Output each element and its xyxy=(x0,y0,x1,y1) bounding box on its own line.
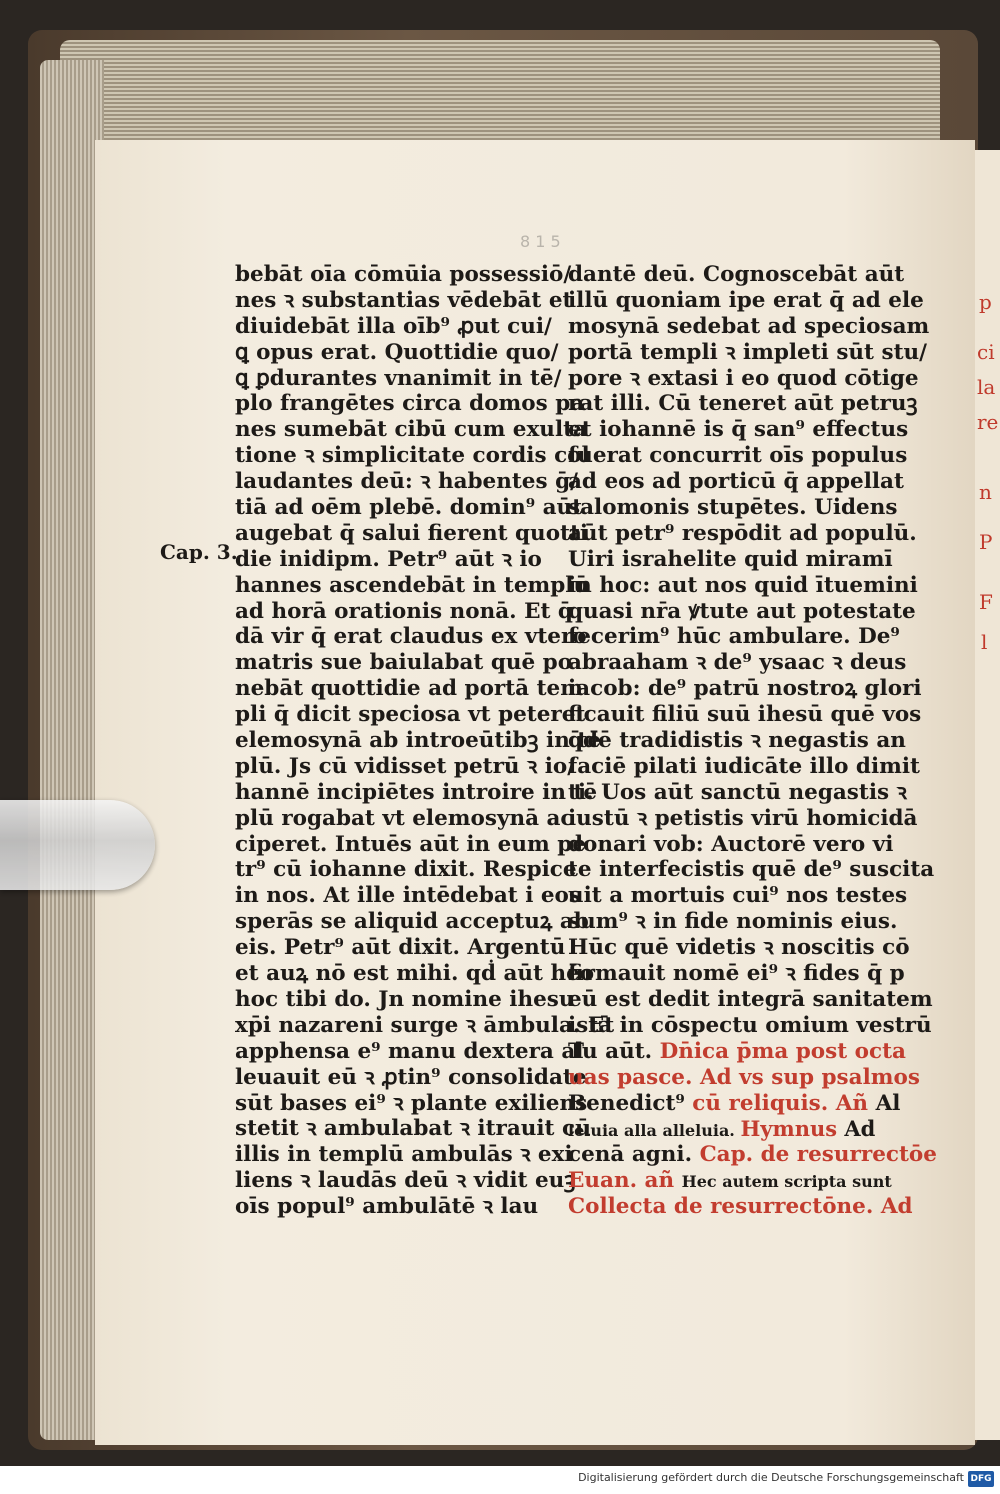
text-line: nes sumebāt cibū cum exulta xyxy=(235,417,587,443)
text-line: diuidebāt illa oīb⁹ ꝓut cui/ xyxy=(235,313,552,339)
text-line: q̄dē tradidistis ꝛ negastis an xyxy=(568,728,906,754)
dfg-logo: DFG xyxy=(968,1471,994,1487)
text-line: ad eos ad porticū q̄ appellat xyxy=(568,469,904,495)
text-line: istā in cōspectu omium vestrū xyxy=(568,1012,932,1038)
text-column-right xyxy=(568,262,937,1220)
text-line: ti. Uos aūt sanctū negastis ꝛ xyxy=(568,779,907,805)
text-line: augebat q̄ salui fierent quotti xyxy=(235,520,589,546)
text-line: oīs popul⁹ ambulātē ꝛ lau xyxy=(235,1194,539,1220)
text-line: sum⁹ ꝛ in fide nominis eius. xyxy=(568,909,898,935)
text-line: et iohannē is q̄ san⁹ effectus xyxy=(568,417,909,443)
text-line: fecerim⁹ hūc ambulare. De⁹ xyxy=(568,624,900,650)
text-line: xp̄i nazareni surge ꝛ āmbula. Et xyxy=(235,1012,615,1038)
text-line: illis in templū ambulās ꝛ exi xyxy=(235,1142,573,1168)
text-line: faciē pilati iudicāte illo dimit xyxy=(568,753,920,779)
text-line: et auꝝ nō est mihi. qḋ aūt hēo xyxy=(235,961,595,987)
text-line: leluia alla alleluia. Hymnus Ad xyxy=(568,1116,876,1142)
page-holder-clip xyxy=(0,800,155,890)
facing-fragment: ci xyxy=(977,340,995,364)
text-line: Benedict⁹ cū reliquis. Añ Al xyxy=(568,1090,901,1116)
text-line: in hoc: aut nos quid ītuemini xyxy=(568,572,918,598)
footer-credit-bar xyxy=(0,1466,1000,1494)
text-line: Tu aūt. Dn̄ica p̄ma post octa xyxy=(568,1038,906,1064)
text-line: tione ꝛ simplicitate cordis col xyxy=(235,443,590,469)
text-line: tiā ad oēm plebē. domin⁹ aūt xyxy=(235,495,583,521)
text-line: aūt petr⁹ respōdit ad populū. xyxy=(568,520,917,546)
text-line: illū quoniam ipe erat q̄ ad ele xyxy=(568,287,924,313)
rubric-line: uas pasce. Ad vs sup psalmos xyxy=(568,1064,920,1090)
marginal-chapter-note: Cap. 3. xyxy=(160,540,238,564)
text-line: dantē deū. Cognoscebāt aūt xyxy=(568,262,905,287)
text-line: abraaham ꝛ de⁹ ysaac ꝛ deus xyxy=(568,650,907,676)
text-line: nebāt quottidie ad portā tem xyxy=(235,676,583,702)
text-line: iacob: de⁹ patrū nostroꝝ glori xyxy=(568,676,922,702)
text-line: nes ꝛ substantias vēdebāt et xyxy=(235,287,573,313)
text-line: ciperet. Intuēs aūt in eum pe xyxy=(235,831,586,857)
text-line: bebāt oīa cōmūia possessiō/ xyxy=(235,262,572,287)
facing-fragment: P xyxy=(979,530,993,554)
text-line: Hūc quē videtis ꝛ noscitis cō xyxy=(568,935,910,961)
text-line: uit a mortuis cui⁹ nos testes xyxy=(568,883,908,909)
text-line: matris sue baiulabat quē po xyxy=(235,650,573,676)
text-line: in nos. At ille intēdebat i eos xyxy=(235,883,581,909)
facing-fragment: n xyxy=(979,480,992,504)
text-line: tr⁹ cū iohanne dixit. Respice xyxy=(235,857,577,883)
facing-fragment: l xyxy=(981,630,988,654)
text-line: laudantes deū: ꝛ habentes ḡ/ xyxy=(235,469,578,495)
text-line: ꝗ ꝑdurantes vnanimit in tē/ xyxy=(235,365,562,391)
rubric-line: Collecta de resurrectōne. Ad xyxy=(568,1194,913,1220)
page-block-top-edge xyxy=(60,40,940,150)
text-line: leuauit eū ꝛ ꝓtin⁹ consolidate xyxy=(235,1064,587,1090)
text-line: fuerat concurrit oīs populus xyxy=(568,443,908,469)
text-line: portā templi ꝛ impleti sūt stu/ xyxy=(568,339,927,365)
text-line: stetit ꝛ ambulabat ꝛ itrauit cū xyxy=(235,1116,591,1142)
facing-fragment: F xyxy=(979,590,993,614)
pencil-mark: 8 1 5 xyxy=(520,232,561,251)
text-line: plū rogabat vt elemosynā ac xyxy=(235,805,574,831)
text-line: eis. Petr⁹ aūt dixit. Argentū xyxy=(235,935,566,961)
text-line: salomonis stupētes. Uidens xyxy=(568,495,898,521)
text-line: mosynā sedebat ad speciosam xyxy=(568,313,930,339)
text-line: Euan. añ Hec autem scripta sunt xyxy=(568,1168,892,1194)
text-line: pli q̄ dicit speciosa vt peteret xyxy=(235,702,586,728)
facing-fragment: p xyxy=(979,290,992,314)
text-line: hannē incipiētes introire in tē xyxy=(235,779,598,805)
facing-fragment: la xyxy=(977,375,996,399)
text-line: sperās se aliquid acceptuꝝ ab xyxy=(235,909,589,935)
text-line: hannes ascendebāt in templū xyxy=(235,572,590,598)
text-line: Uiri israhelite quid miramī xyxy=(568,546,893,572)
text-line: quasi nr̄a ꝟtute aut potestate xyxy=(568,598,916,624)
text-line: apphensa e⁹ manu dextera al xyxy=(235,1038,584,1064)
text-line: te interfecistis quē de⁹ suscita xyxy=(568,857,935,883)
text-line: die inidipm. Petr⁹ aūt ꝛ io xyxy=(235,546,542,572)
right-column-lines xyxy=(568,262,935,1039)
text-line: liens ꝛ laudās deū ꝛ vidit euꝫ xyxy=(235,1168,576,1194)
text-line: ꝗ opus erat. Quottidie quo/ xyxy=(235,339,559,365)
text-line: iustū ꝛ petistis virū homicidā xyxy=(568,805,918,831)
text-line: hoc tibi do. Jn nomine ihesu xyxy=(235,986,575,1012)
funding-credit: Digitalisierung gefördert durch die Deutsche Forschungsgemeinschaft xyxy=(578,1471,964,1484)
facing-fragment: re xyxy=(977,410,999,434)
text-line: plo frangētes circa domos pa xyxy=(235,391,585,417)
text-column-left xyxy=(235,262,615,1220)
text-line: plū. Js cū vidisset petrū ꝛ io/ xyxy=(235,753,576,779)
text-line: sūt bases ei⁹ ꝛ plante exiliens xyxy=(235,1090,588,1116)
text-line: firmauit nomē ei⁹ ꝛ fides q̄ p xyxy=(568,961,905,987)
text-line: dā vir q̄ erat claudus ex vtero xyxy=(235,624,587,650)
text-line: ficauit filiū suū ihesū quē vos xyxy=(568,702,922,728)
text-line: elemosynā ab introeūtibꝫ in tē xyxy=(235,728,601,754)
text-line: pore ꝛ extasi i eo quod cōtige xyxy=(568,365,919,391)
text-line: donari vob: Auctorē vero vi xyxy=(568,831,894,857)
text-line: eū est dedit integrā sanitatem xyxy=(568,986,933,1012)
text-line: rat illi. Cū teneret aūt petruꝫ xyxy=(568,391,918,417)
text-line: ad horā orationis nonā. Et q̄ xyxy=(235,598,573,624)
text-line: cenā agni. Cap. de resurrectōe xyxy=(568,1142,937,1168)
facing-page-edge xyxy=(975,150,1000,1440)
